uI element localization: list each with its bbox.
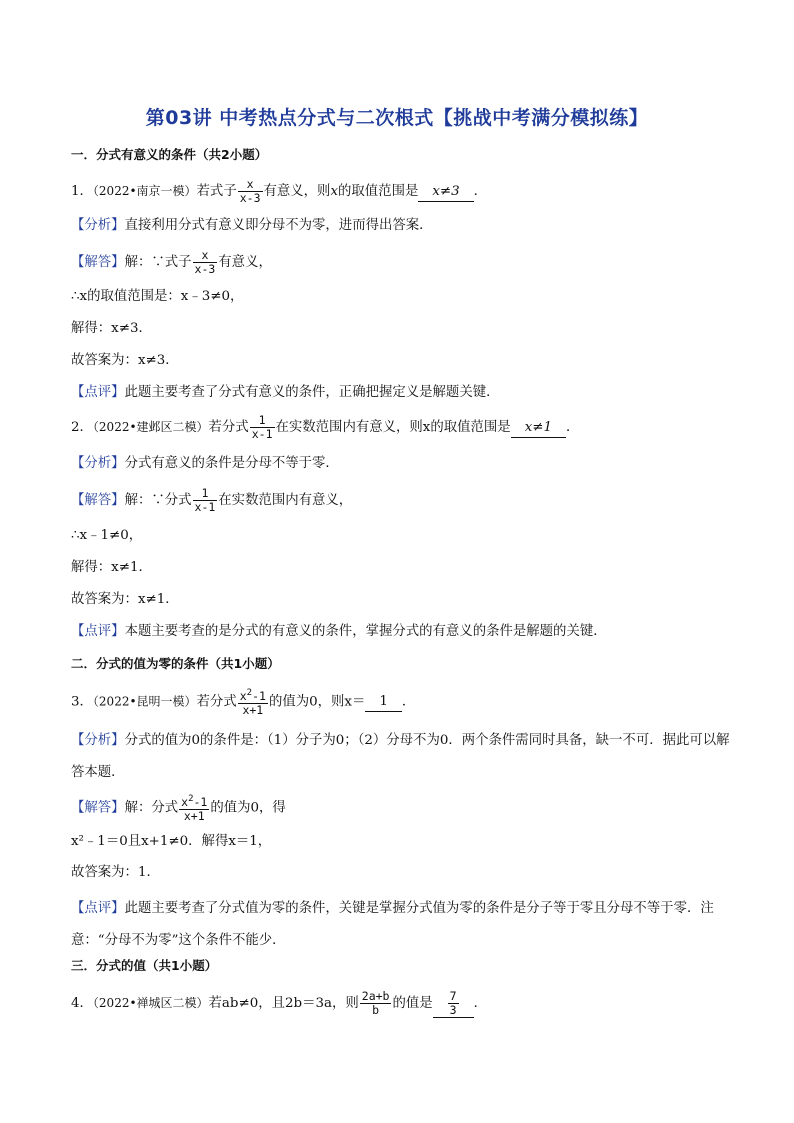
numerator-tail: -1 bbox=[193, 794, 208, 809]
fraction bbox=[179, 793, 209, 823]
solution-3 bbox=[71, 793, 734, 823]
exponent: 2 bbox=[246, 688, 253, 698]
numerator: 1 bbox=[250, 414, 275, 428]
question-text: 若分式 bbox=[208, 420, 249, 435]
analysis-text: 分式有意义的条件是分母不等于零． bbox=[124, 456, 339, 471]
question-2 bbox=[71, 414, 734, 441]
comment-text: 本题主要考查的是分式的有意义的条件，掌握分式的有意义的条件是解题的关键． bbox=[124, 624, 607, 639]
comment-text: 此题主要考查了分式值为零的条件，关键是掌握分式值为零的条件是分子等于零且分母不等于零．注意：“分母不为零”这个条件不能少． bbox=[71, 901, 714, 948]
answer-blank: x≠3 bbox=[418, 183, 473, 202]
answer-blank bbox=[433, 990, 474, 1018]
solution-step: 故答案为：x≠3． bbox=[71, 353, 179, 368]
fraction bbox=[250, 414, 275, 441]
question-1 bbox=[71, 178, 734, 205]
question-text: 有意义，则 bbox=[263, 184, 331, 199]
numerator: x bbox=[238, 178, 263, 192]
fraction bbox=[193, 487, 218, 514]
punctuation: ． bbox=[566, 420, 580, 435]
solution-text: 有意义， bbox=[218, 255, 272, 270]
solution-tag: 【解答】 bbox=[71, 493, 125, 508]
punctuation: ． bbox=[401, 694, 416, 710]
denominator: x-1 bbox=[251, 427, 273, 441]
comment-2 bbox=[71, 623, 734, 641]
answer-fraction bbox=[448, 990, 459, 1017]
fraction bbox=[360, 990, 392, 1017]
comment-tag: 【点评】 bbox=[71, 385, 125, 400]
solution-step: 故答案为：1． bbox=[71, 865, 160, 880]
analysis-tag: 【分析】 bbox=[71, 733, 125, 748]
punctuation: ． bbox=[473, 996, 487, 1011]
variable: x bbox=[330, 184, 339, 199]
solution-2 bbox=[71, 487, 734, 514]
denominator: x-3 bbox=[194, 262, 216, 276]
section-heading-1: 一．分式有意义的条件（共2小题） bbox=[71, 147, 268, 162]
analysis-1 bbox=[71, 217, 734, 235]
fraction bbox=[238, 178, 263, 205]
numerator: 2a+b bbox=[361, 989, 390, 1003]
question-source: （2022•昆明一模） bbox=[92, 694, 197, 709]
question-source: （2022•建邺区二模） bbox=[92, 420, 209, 434]
question-text: 在实数范围内有意义，则x的取值范围是 bbox=[275, 420, 511, 435]
analysis-text: 分式的值为0的条件是：（1）分子为0；（2）分母不为0．两个条件需同时具备，缺一不可．据此可以解答本题． bbox=[71, 733, 730, 780]
analysis-2 bbox=[71, 455, 734, 473]
question-text: 若式子 bbox=[196, 184, 237, 199]
question-text: 若ab≠0，且2b＝3a，则 bbox=[208, 996, 359, 1011]
question-number: 4． bbox=[71, 996, 93, 1011]
solution-step: 解得：x≠3． bbox=[71, 321, 152, 336]
numerator: x bbox=[193, 249, 218, 263]
question-text: 的取值范围是 bbox=[338, 184, 419, 199]
analysis-tag: 【分析】 bbox=[71, 218, 125, 233]
solution-step: 解得：x≠1． bbox=[71, 560, 152, 575]
comment-tag: 【点评】 bbox=[71, 901, 125, 916]
page-title: 第03讲 中考热点分式与二次根式【挑战中考满分模拟练】 bbox=[145, 107, 649, 129]
solution-text: 在实数范围内有意义， bbox=[218, 493, 353, 508]
analysis-text: 直接利用分式有意义即分母不为零，进而得出答案． bbox=[124, 218, 433, 233]
comment-text: 此题主要考查了分式有意义的条件，正确把握定义是解题关键． bbox=[124, 385, 500, 400]
analysis-3 bbox=[71, 725, 734, 789]
denominator: x+1 bbox=[242, 702, 264, 717]
solution-step: ∴x﹣1≠0， bbox=[71, 528, 143, 543]
answer-blank: 1 bbox=[365, 693, 402, 712]
solution-1 bbox=[71, 249, 734, 276]
numerator-base: x bbox=[181, 794, 189, 809]
numerator bbox=[238, 687, 268, 704]
question-3 bbox=[71, 687, 734, 717]
solution-text: 解：∵分式 bbox=[124, 493, 192, 508]
question-number: 3． bbox=[71, 694, 93, 710]
denominator: x+1 bbox=[183, 808, 205, 823]
comment-1 bbox=[71, 384, 734, 402]
question-number: 1． bbox=[71, 184, 93, 199]
question-text: 的值为0，则x＝ bbox=[268, 694, 366, 710]
question-source: （2022•南京一模） bbox=[92, 184, 197, 198]
denominator: b bbox=[372, 1003, 380, 1017]
numerator: 1 bbox=[193, 487, 218, 501]
solution-text: 的值为0，得 bbox=[210, 800, 286, 816]
comment-tag: 【点评】 bbox=[71, 624, 125, 639]
numerator bbox=[179, 793, 209, 810]
numerator-tail: -1 bbox=[252, 688, 266, 703]
question-number: 2． bbox=[71, 420, 93, 435]
solution-text: 解：分式 bbox=[124, 800, 179, 816]
solution-tag: 【解答】 bbox=[71, 255, 125, 270]
punctuation: ． bbox=[473, 184, 488, 199]
comment-3 bbox=[71, 893, 734, 957]
question-4 bbox=[71, 990, 734, 1018]
fraction bbox=[193, 249, 218, 276]
section-heading-3: 三．分式的值（共1小题） bbox=[71, 958, 218, 973]
question-text: 若分式 bbox=[196, 694, 237, 710]
denominator: 3 bbox=[449, 1003, 457, 1017]
section-heading-2: 二．分式的值为零的条件（共1小题） bbox=[71, 656, 280, 671]
numerator: 7 bbox=[449, 989, 457, 1003]
question-text: 的值是 bbox=[392, 996, 433, 1011]
denominator: x-1 bbox=[194, 500, 216, 514]
solution-step: 故答案为：x≠1． bbox=[71, 592, 179, 607]
exponent: 2 bbox=[188, 794, 194, 804]
fraction bbox=[238, 687, 268, 717]
numerator-base: x bbox=[239, 688, 247, 703]
denominator: x-3 bbox=[239, 191, 261, 205]
solution-step: x²﹣1＝0且x+1≠0．解得x＝1， bbox=[71, 834, 272, 849]
analysis-tag: 【分析】 bbox=[71, 456, 125, 471]
question-source: （2022•禅城区二模） bbox=[92, 996, 209, 1010]
solution-tag: 【解答】 bbox=[71, 800, 125, 816]
solution-step: ∴x的取值范围是：x﹣3≠0， bbox=[71, 289, 244, 304]
solution-text: 解：∵式子 bbox=[124, 255, 192, 270]
answer-blank: x≠1 bbox=[511, 419, 566, 438]
